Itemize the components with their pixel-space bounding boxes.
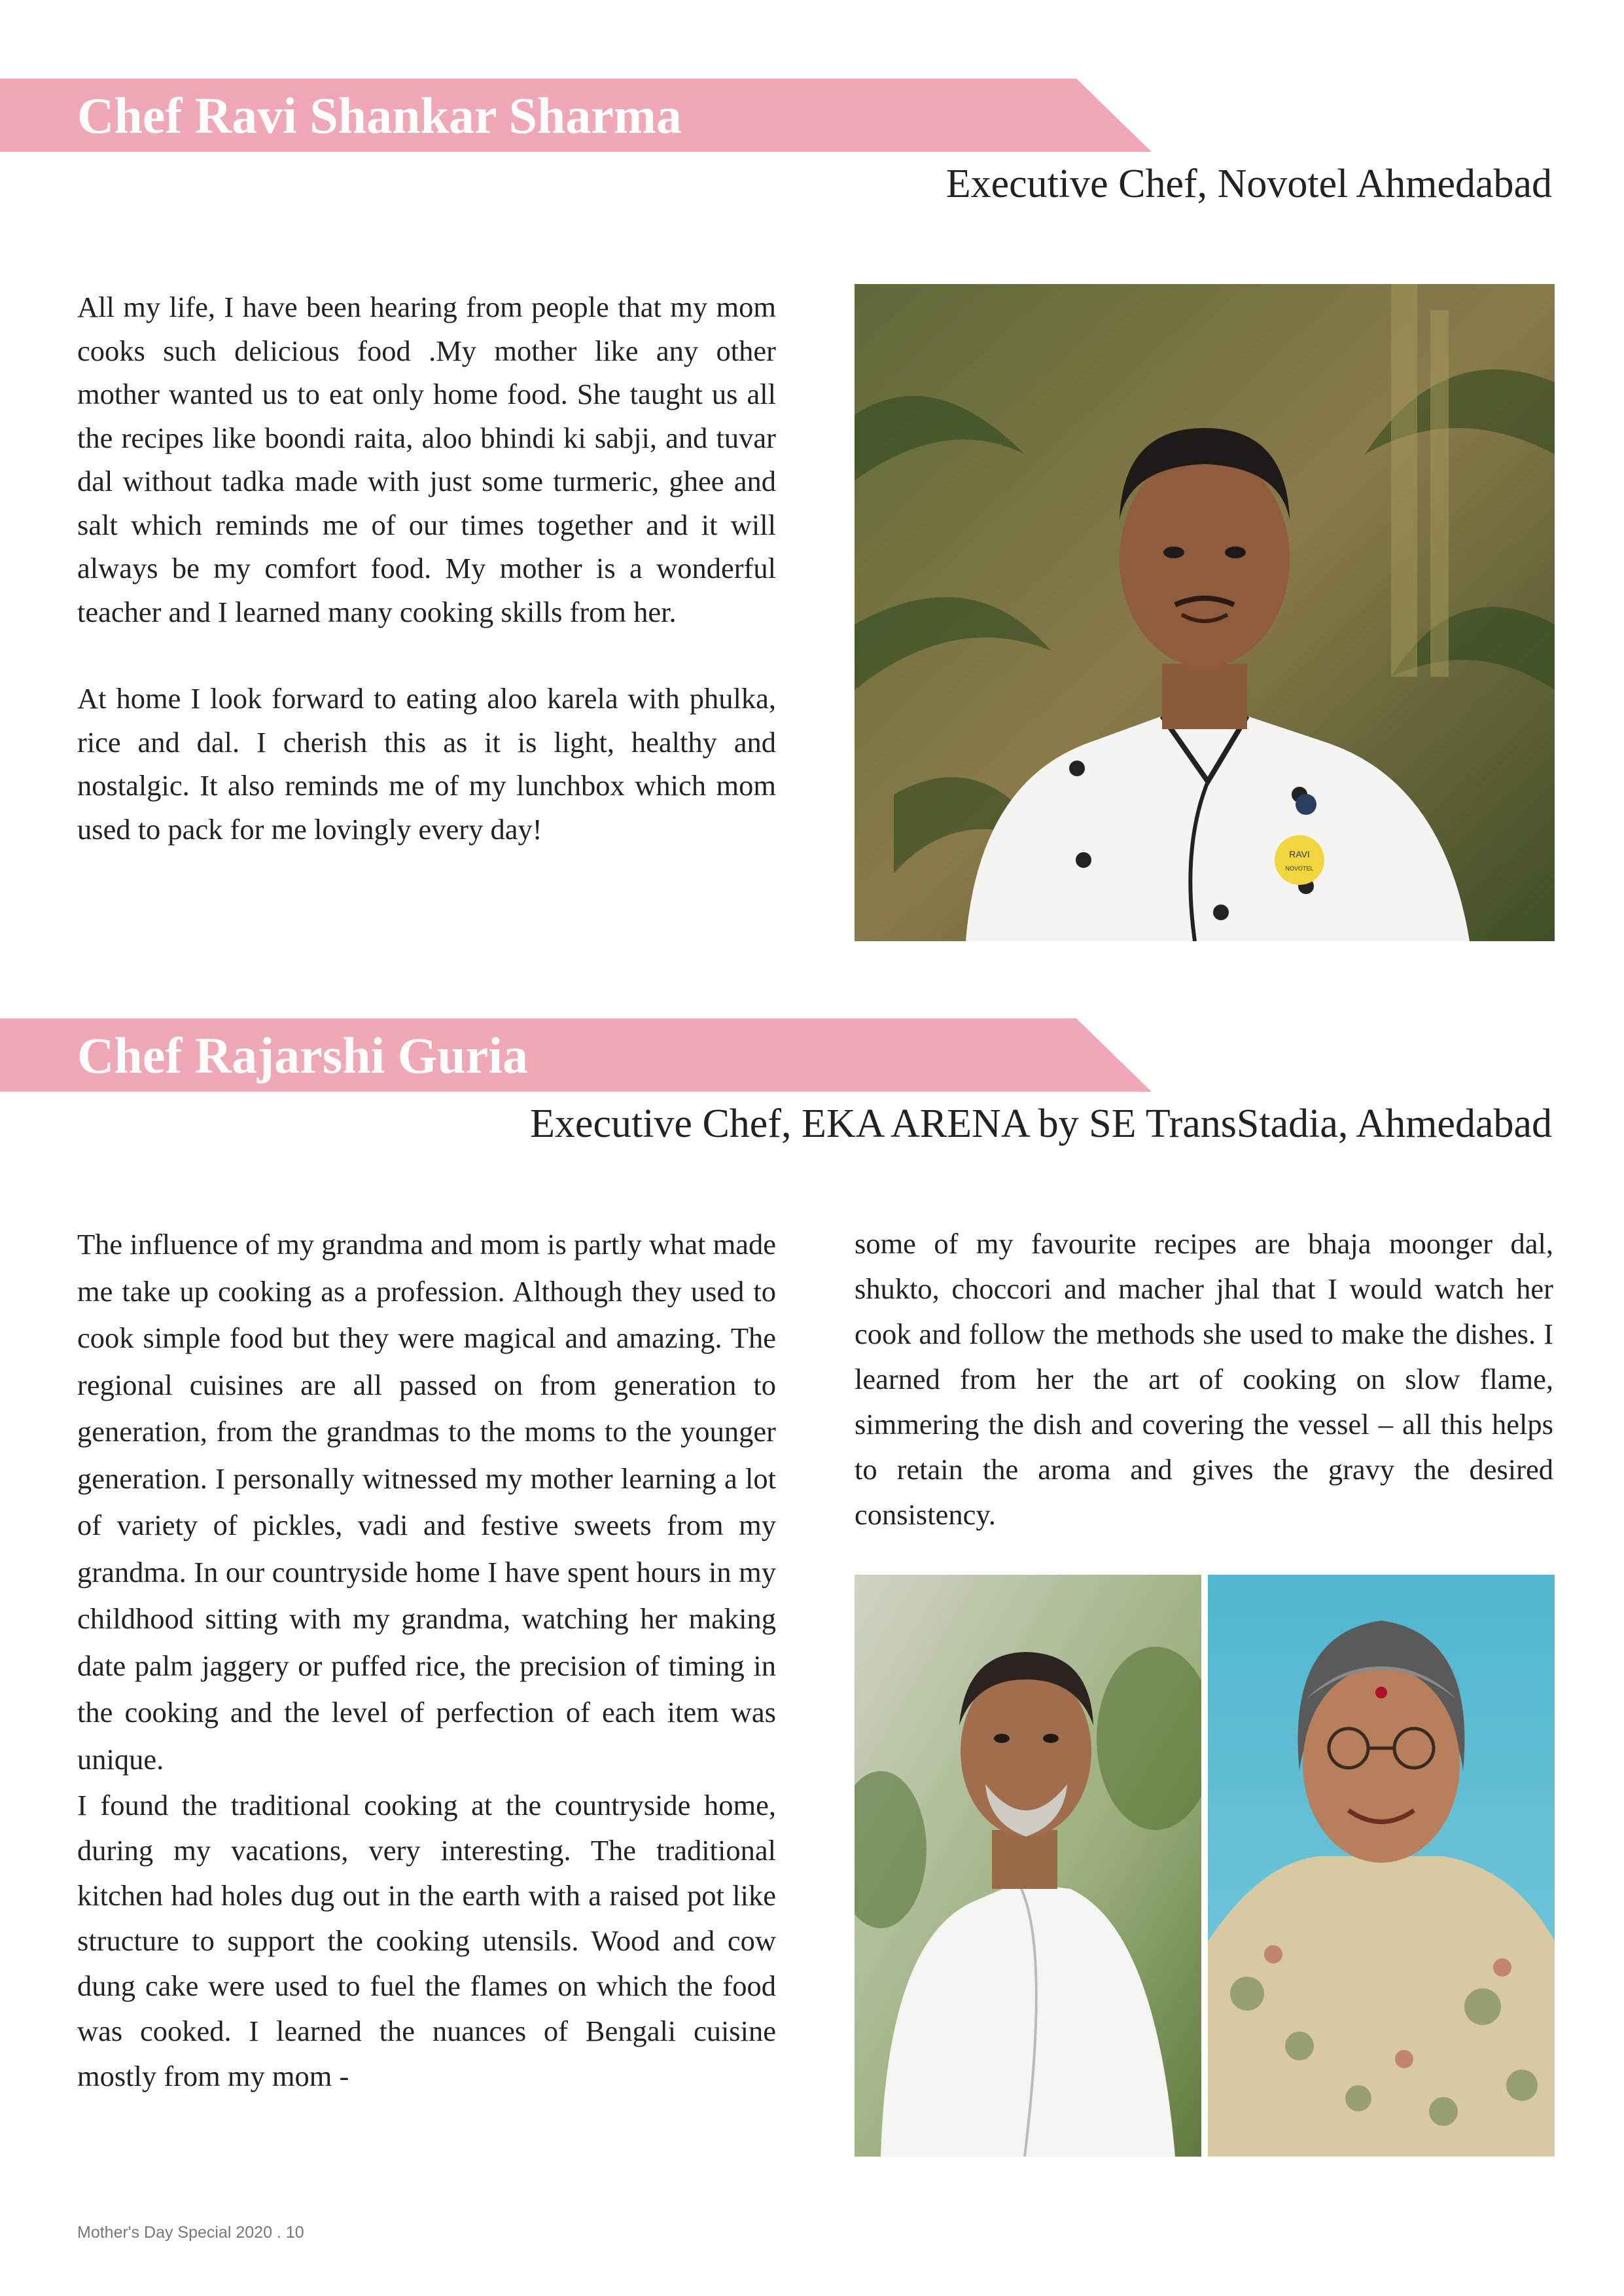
story-paragraph: some of my favourite recipes are bhaja moonger dal, shukto, choccori and macher jhal that I would watch her cook and follow the methods she used to make the dishes. I learned from her the art of cooking on slow flame, simmering the dish and covering the vessel – all this helps to retain the aroma and gives the gravy the desired consistency. [855,1227,1553,1531]
chef-name-heading: Chef Rajarshi Guria [77,1027,528,1084]
chef-portrait-illustration [855,1575,1201,2157]
grandmother-portrait-illustration [1208,1575,1555,2157]
page-footer: Mother's Day Special 2020 . 10 [77,2223,304,2242]
chef-title-subheading: Executive Chef, Novotel Ahmedabad [945,162,1552,206]
chef-rajarshi-story-right [855,1221,1553,1537]
chef-ravi-story [77,285,776,851]
story-paragraph: The influence of my grandma and mom is partly what made me take up cooking as a profession. Although they used to cook simple food but they were magical and amazing. The regional cuisines are all passed on from generation to generation, from the grandmas to the moms to the younger generation. I personally witnessed my mother learning a lot of variety of pickles, vadi and festive sweets from my grandma. In our countryside home I have spent hours in my childhood sitting with my grandma, watching her making date palm jaggery or puffed rice, the precision of timing in the cooking and the level of perfection of each item was unique. [77,1228,776,1776]
chef-name-heading: Chef Ravi Shankar Sharma [77,87,682,144]
chef-portrait-illustration [855,284,1555,941]
grandmother-photo [1208,1575,1555,2157]
story-paragraph: I found the traditional cooking at the countryside home, during my vacations, very interesting. The traditional kitchen had holes dug out in the earth with a raised pot like structure to support the cooking utensils. Wood and cow dung cake were used to fuel the flames on which the food was cooked. I learned the nuances of Bengali cuisine mostly from my mom - [77,1789,776,2092]
story-paragraph: At home I look forward to eating aloo karela with phulka, rice and dal. I cherish this as it is light, healthy and nostalgic. It also reminds me of my lunchbox which mom used to pack for me lovingly every day! [77,682,776,846]
chef-title-subheading: Executive Chef, EKA ARENA by SE TransStadia, Ahmedabad [530,1102,1552,1146]
chef-rajarshi-story-left [77,1221,776,2099]
chef-rajarshi-photo [855,1575,1201,2157]
story-paragraph: All my life, I have been hearing from people that my mom cooks such delicious food .My mother like any other mother wanted us to eat only home food. She taught us all the recipes like boondi raita, aloo bhindi ki sabji, and tuvar dal without tadka made with just some turmeric, ghee and salt which reminds me of our times together and it will always be my comfort food. My mother is a wonderful teacher and I learned many cooking skills from her. [77,291,776,628]
badge-name-label: RAVI [1289,849,1310,859]
chef-ravi-photo [855,284,1555,941]
badge-brand-label: NOVOTEL [1285,865,1314,872]
